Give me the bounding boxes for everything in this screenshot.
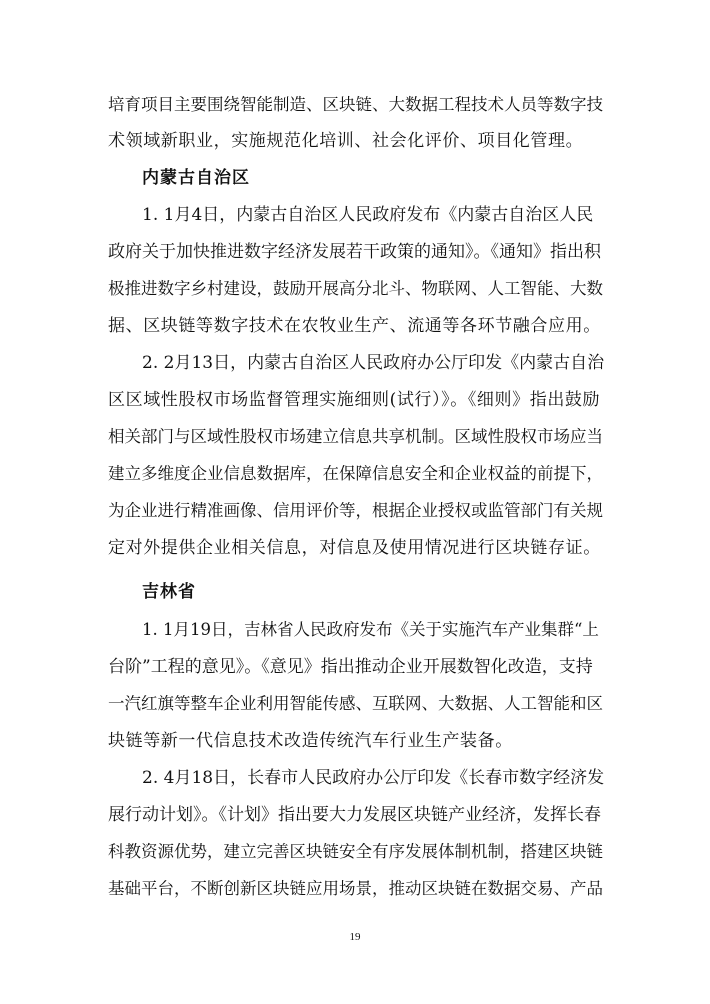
paragraph-line: 政府关于加快推进数字经济发展若干政策的通知》。《通知》指出积 [108,242,601,262]
paragraph-line: 建立多维度企业信息数据库，在保障信息安全和企业权益的前提下， [108,464,603,483]
paragraph-line: 1. 1月19日，吉林省人民政府发布《关于实施汽车产业集群“上 [142,620,599,639]
section-heading-jilin: 吉林省 [142,582,196,602]
paragraph-line: 科教资源优势，建立完善区块链安全有序发展体制机制，搭建区块链 [108,842,603,861]
paragraph-line: 培育项目主要围绕智能制造、区块链、大数据工程技术人员等数字技 [108,95,603,114]
paragraph-line: 定对外提供企业相关信息，对信息及使用情况进行区块链存证。 [108,538,601,558]
page-number: 19 [349,931,361,943]
paragraph-line: 相关部门与区域性股权市场建立信息共享机制。区域性股权市场应当 [108,427,603,446]
paragraph-line: 2. 4月18日，长春市人民政府办公厅印发《长春市数字经济发 [142,768,605,788]
paragraph-line: 基础平台，不断创新区块链应用场景，推动区块链在数据交易、产品 [108,879,603,898]
paragraph-line: 台阶”工程的意见》。《意见》指出推动企业开展数智化改造，支持 [108,657,593,677]
paragraph-line: 块链等新一代信息技术改造传统汽车行业生产装备。 [108,731,513,751]
paragraph-line: 术领域新职业，实施规范化培训、社会化评价、项目化管理。 [108,131,584,151]
paragraph-line: 展行动计划》。《计划》指出要大力发展区块链产业经济，发挥长春 [108,805,601,825]
paragraph-line: 区区域性股权市场监督管理实施细则(试行）》。《细则》指出鼓励 [108,390,601,410]
paragraph-line: 2. 2月13日，内蒙古自治区人民政府办公厅印发《内蒙古自治 [142,353,605,373]
paragraph-line: 为企业进行精准画像、信用评价等，根据企业授权或监管部门有关规 [108,501,603,520]
paragraph-line: 极推进数字乡村建设，鼓励开展高分北斗、物联网、人工智能、大数 [108,279,603,298]
section-heading-inner-mongolia: 内蒙古自治区 [142,168,250,188]
paragraph-line: 一汽红旗等整车企业利用智能传感、互联网、大数据、人工智能和区 [108,694,603,713]
paragraph-line: 据、区块链等数字技术在农牧业生产、流通等各环节融合应用。 [108,316,601,336]
paragraph-line: 1. 1月4日，内蒙古自治区人民政府发布《内蒙古自治区人民 [142,205,594,225]
